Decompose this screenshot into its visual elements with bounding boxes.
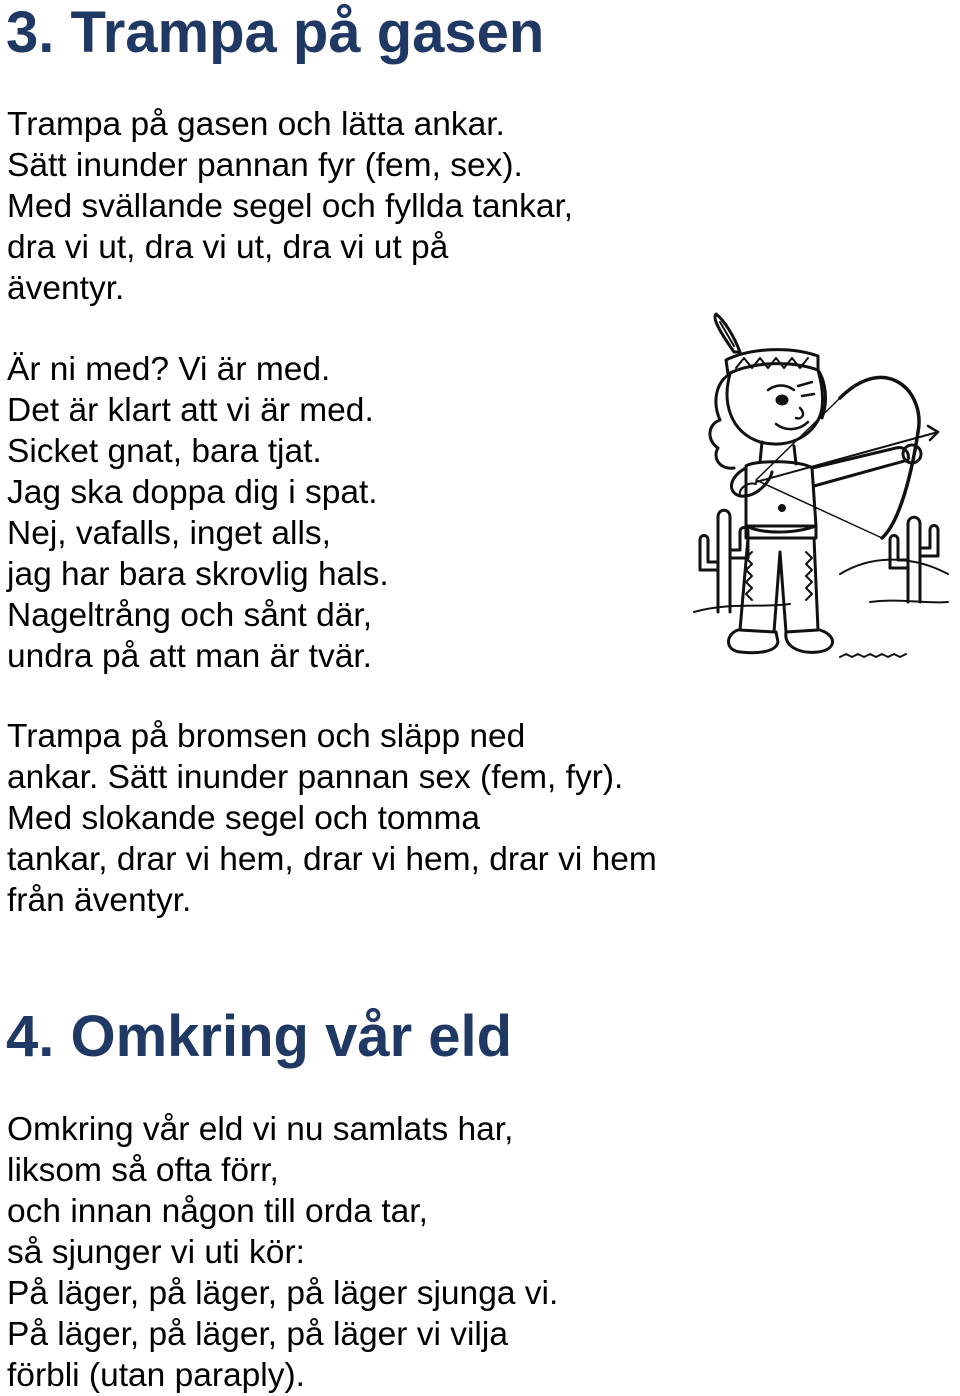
song-3-stanza-1 (7, 104, 573, 309)
lyric-line: ankar. Sätt inunder pannan sex (fem, fyr). (7, 759, 624, 796)
lyric-line: jag har bara skrovlig hals. (7, 556, 389, 593)
lyric-line: och innan någon till orda tar, (7, 1193, 428, 1230)
lyric-line: Är ni med? Vi är med. (7, 351, 331, 388)
lyric-line: liksom så ofta förr, (7, 1152, 279, 1189)
lyric-line: På läger, på läger, på läger sjunga vi. (7, 1275, 559, 1312)
lyric-line: förbli (utan paraply). (7, 1357, 305, 1394)
song-4-stanza-1 (7, 1109, 558, 1396)
lyric-line: Sätt inunder pannan fyr (fem, sex). (7, 147, 523, 184)
lyric-line: Nej, vafalls, inget alls, (7, 515, 331, 552)
lyric-line: På läger, på läger, på läger vi vilja (7, 1316, 508, 1353)
archer-drawing-icon (690, 312, 952, 672)
lyric-line: Med slokande segel och tomma (7, 800, 480, 837)
lyric-line: Nageltrång och sånt där, (7, 597, 373, 634)
song-title-4: 4. Omkring vår eld (6, 1004, 513, 1069)
lyric-line: äventyr. (7, 270, 125, 307)
song-3-stanza-3 (7, 716, 657, 921)
lyric-line: Omkring vår eld vi nu samlats har, (7, 1111, 514, 1148)
lyric-line: Med svällande segel och fyllda tankar, (7, 188, 574, 225)
lyric-line: Det är klart att vi är med. (7, 392, 374, 429)
song-title-3: 3. Trampa på gasen (6, 0, 545, 65)
lyric-line: så sjunger vi uti kör: (7, 1234, 305, 1271)
lyric-line: Trampa på bromsen och släpp ned (7, 718, 526, 755)
lyric-line: från äventyr. (7, 882, 192, 919)
lyric-line: Sicket gnat, bara tjat. (7, 433, 322, 470)
lyric-line: undra på att man är tvär. (7, 638, 372, 675)
lyric-line: Jag ska doppa dig i spat. (7, 474, 378, 511)
lyric-line: tankar, drar vi hem, drar vi hem, drar vi hem (7, 841, 657, 878)
lyric-line: dra vi ut, dra vi ut, dra vi ut på (7, 229, 449, 266)
song-3-stanza-2 (7, 349, 389, 677)
lyric-line: Trampa på gasen och lätta ankar. (7, 106, 505, 143)
